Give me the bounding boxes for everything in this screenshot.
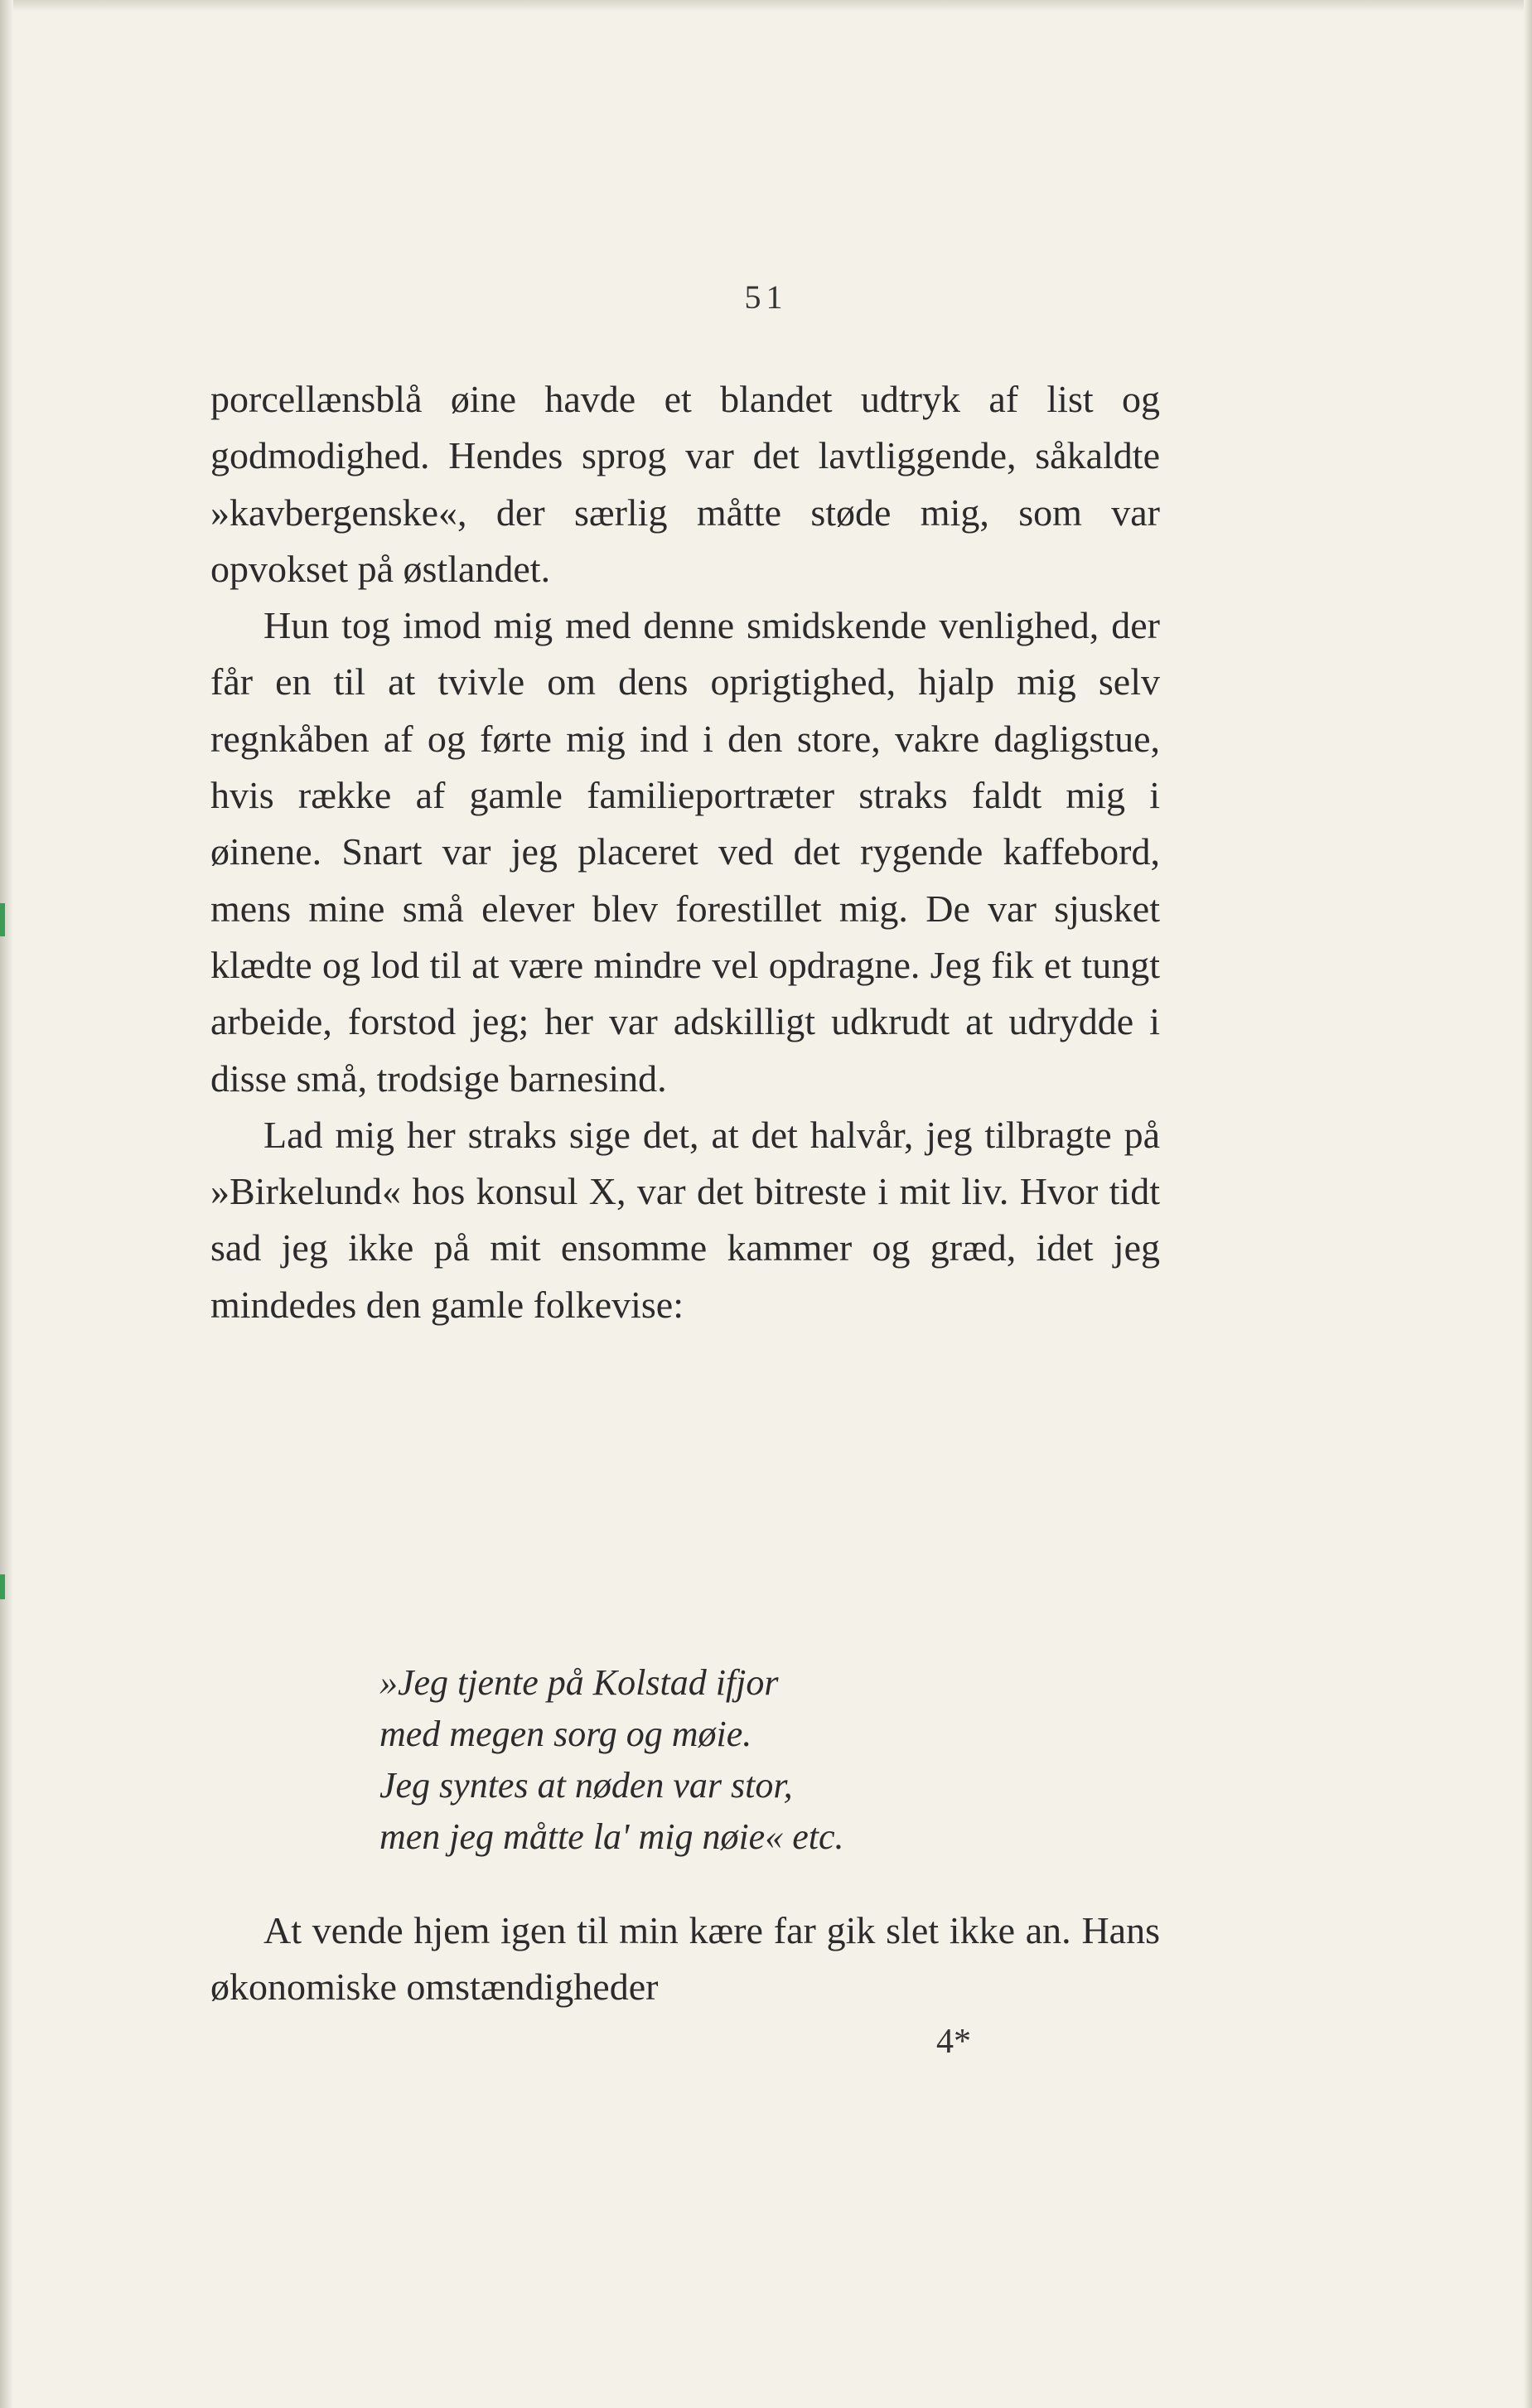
verse-line: men jeg måtte la' mig nøie« etc.	[379, 1816, 844, 1857]
signature-mark: 4*	[936, 2023, 971, 2061]
verse-line: »Jeg tjente på Kolstad ifjor	[379, 1662, 779, 1703]
paragraph: porcellænsblå øine havde et blandet udtryk af list og godmodighed. Hendes sprog var det lavtliggende, såkaldte »kavbergenske«, der særlig måtte støde mig, som var opvokset på østlandet.	[210, 378, 1160, 590]
paragraph: Hun tog imod mig med denne smidskende venlighed, der får en til at tvivle om dens oprigtighed, hjalp mig selv regnkåben af og førte mig ind i den store, vakre dagligstue, hvis række af gamle familieportræter straks faldt mig i øinene. Snart var jeg placeret ved det rygende kaffebord, mens mine små elever blev forestillet mig. De var sjusket klædte og lod til at være mindre vel opdragne. Jeg fik et tungt arbeide, forstod jeg; her var adskilligt udkrudt at udrydde i disse små, trodsige barnesind.	[210, 604, 1160, 1100]
verse-line: med megen sorg og møie.	[379, 1714, 752, 1754]
closing-text	[210, 1903, 1160, 2016]
paragraph: At vende hjem igen til min kære far gik slet ikke an. Hans økonomiske omstændigheder	[210, 1909, 1160, 2009]
body-text	[210, 371, 1160, 1333]
page-number: 51	[744, 278, 788, 316]
verse-quote	[379, 1657, 1042, 1863]
paragraph: Lad mig her straks sige det, at det halvår, jeg tilbragte på »Birkelund« hos konsul X, var det bitreste i mit liv. Hvor tidt sad jeg ikke på mit ensomme kammer og græd, idet jeg mindedes den gamle folkevise:	[210, 1113, 1160, 1326]
verse-line: Jeg syntes at nøden var stor,	[379, 1765, 793, 1806]
